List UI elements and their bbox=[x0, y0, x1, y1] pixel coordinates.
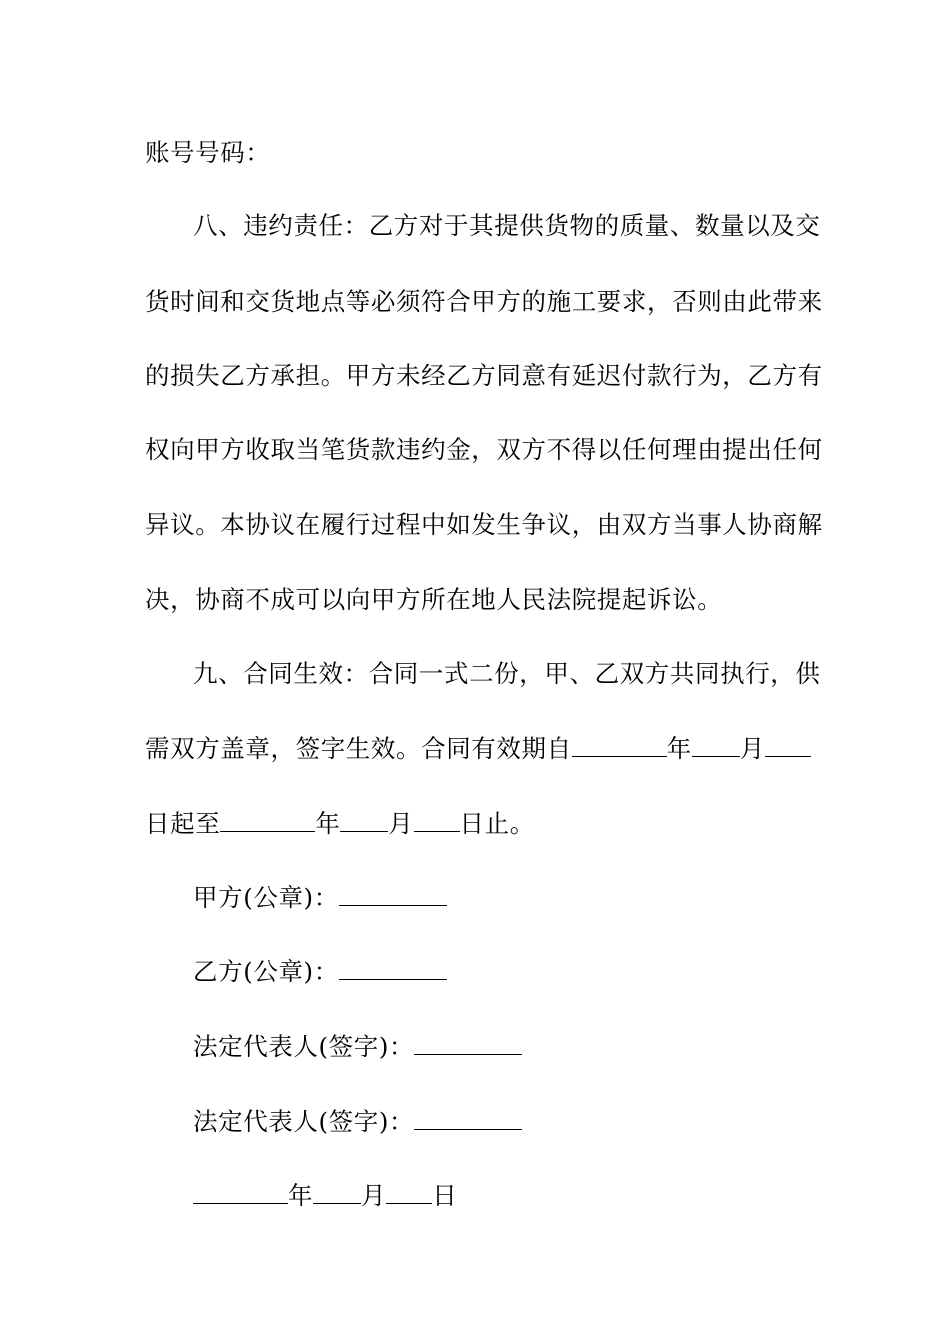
end-year-label: 年 bbox=[315, 809, 341, 838]
sign-year-label: 年 bbox=[288, 1181, 314, 1210]
start-month-blank[interactable] bbox=[692, 734, 740, 757]
sign-month-label: 月 bbox=[361, 1181, 387, 1210]
clause-8-line-4: 权向甲方收取当笔货款违约金，双方不得以任何理由提出任何 bbox=[145, 435, 823, 464]
account-number-label: 账号号码： bbox=[145, 138, 271, 167]
sign-day-blank[interactable] bbox=[386, 1181, 432, 1204]
clause-8-line-3: 的损失乙方承担。甲方未经乙方同意有延迟付款行为，乙方有 bbox=[145, 361, 823, 390]
signing-date-line bbox=[193, 1181, 457, 1211]
sign-day-label: 日 bbox=[432, 1181, 458, 1210]
clause-8-line-5: 异议。本协议在履行过程中如发生争议，由双方当事人协商解 bbox=[145, 510, 823, 539]
end-year-blank[interactable] bbox=[220, 809, 315, 832]
sign-year-blank[interactable] bbox=[193, 1181, 288, 1204]
clause-8-line-1: 八、违约责任：乙方对于其提供货物的质量、数量以及交 bbox=[193, 211, 821, 240]
clause-8-line-2: 货时间和交货地点等必须符合甲方的施工要求，否则由此带来 bbox=[145, 287, 823, 316]
party-a-seal-label: 甲方(公章)： bbox=[193, 883, 339, 912]
validity-text: 需双方盖章，签字生效。合同有效期自 bbox=[145, 734, 572, 763]
party-b-seal-blank[interactable] bbox=[339, 957, 447, 980]
party-a-seal-line bbox=[193, 883, 447, 913]
end-month-label: 月 bbox=[388, 809, 414, 838]
legal-rep-1-line bbox=[193, 1032, 522, 1062]
legal-rep-2-label: 法定代表人(签字)： bbox=[193, 1107, 415, 1136]
end-suffix: 日止。 bbox=[459, 809, 535, 838]
legal-rep-1-label: 法定代表人(签字)： bbox=[193, 1032, 415, 1061]
end-prefix: 日起至 bbox=[145, 809, 221, 838]
end-month-blank[interactable] bbox=[340, 809, 388, 832]
party-a-seal-blank[interactable] bbox=[339, 883, 447, 906]
sign-month-blank[interactable] bbox=[313, 1181, 361, 1204]
start-month-label: 月 bbox=[739, 734, 765, 763]
legal-rep-2-line bbox=[193, 1107, 522, 1137]
party-b-seal-line bbox=[193, 957, 447, 987]
legal-rep-2-blank[interactable] bbox=[414, 1107, 522, 1130]
start-year-blank[interactable] bbox=[572, 734, 667, 757]
validity-end-line bbox=[145, 809, 535, 839]
validity-period-line bbox=[145, 734, 811, 764]
party-b-seal-label: 乙方(公章)： bbox=[193, 957, 339, 986]
end-day-blank[interactable] bbox=[414, 809, 460, 832]
legal-rep-1-blank[interactable] bbox=[414, 1032, 522, 1055]
clause-8-line-6: 决，协商不成可以向甲方所在地人民法院提起诉讼。 bbox=[145, 585, 723, 614]
start-year-label: 年 bbox=[666, 734, 692, 763]
start-day-blank[interactable] bbox=[765, 734, 811, 757]
clause-9-line-1: 九、合同生效：合同一式二份，甲、乙双方共同执行，供 bbox=[193, 659, 821, 688]
